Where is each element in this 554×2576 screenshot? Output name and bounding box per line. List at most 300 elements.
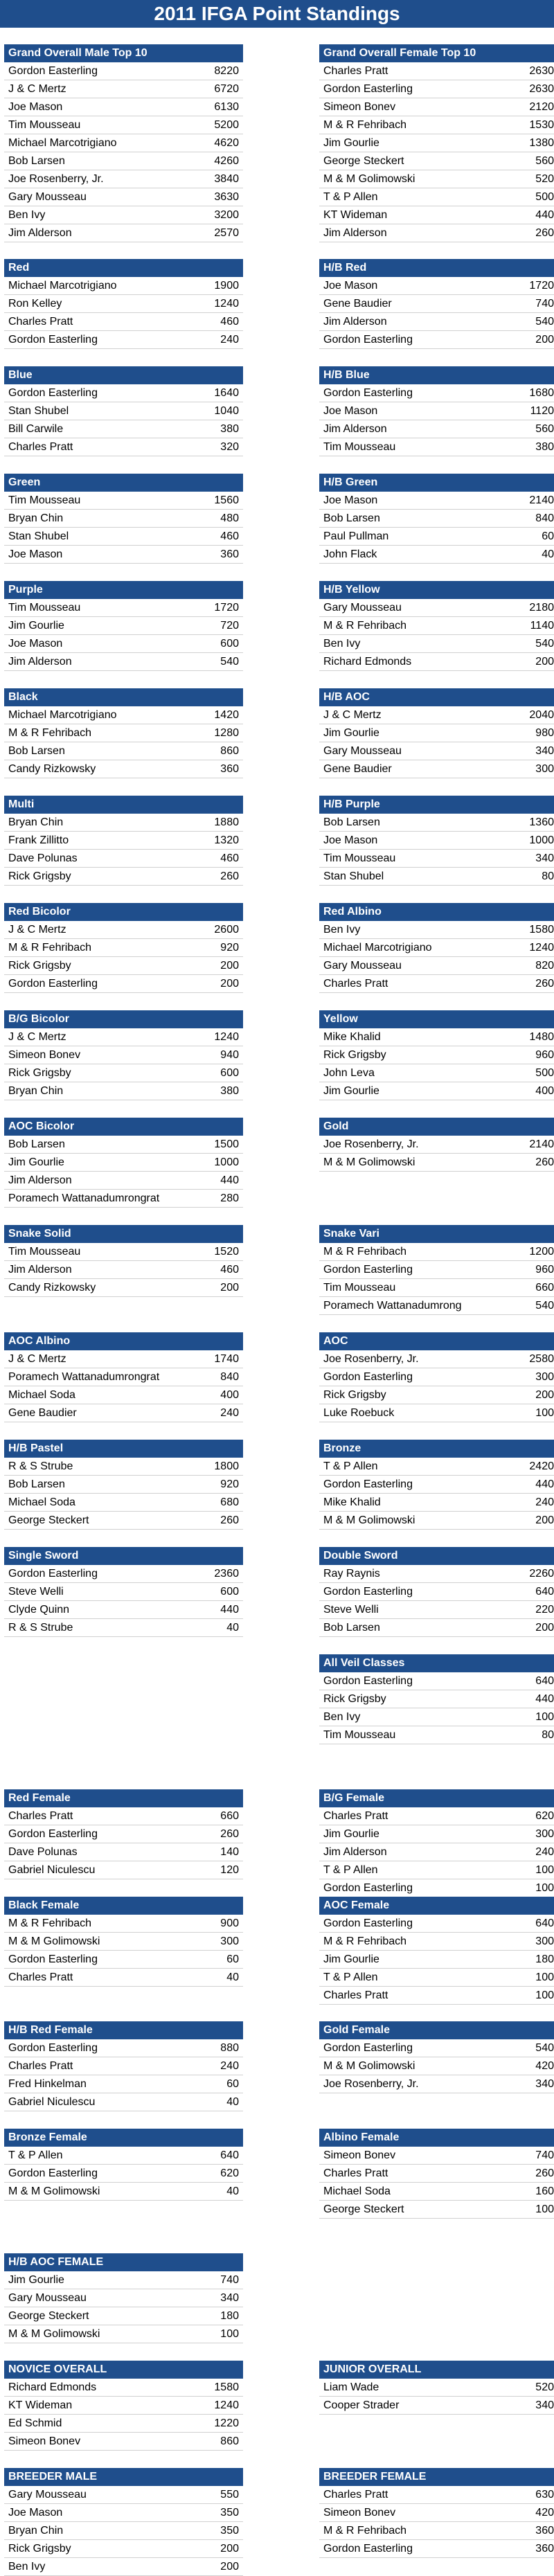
points-value: 200 bbox=[220, 978, 239, 990]
points-value: 200 bbox=[535, 1514, 554, 1526]
table-row bbox=[4, 2183, 243, 2201]
section-header: NOVICE OVERALL bbox=[4, 2361, 243, 2379]
table-row bbox=[319, 1565, 554, 1583]
entrant-name: Stan Shubel bbox=[323, 870, 384, 882]
section-red-bicolor bbox=[4, 903, 243, 993]
points-value: 1360 bbox=[529, 816, 554, 828]
points-value: 540 bbox=[535, 1300, 554, 1312]
points-value: 440 bbox=[535, 1478, 554, 1490]
entrant-name: Gordon Easterling bbox=[323, 2042, 413, 2054]
section-junior-overall bbox=[319, 2361, 554, 2415]
section-header: BREEDER MALE bbox=[4, 2468, 243, 2486]
section-header: Bronze Female bbox=[4, 2129, 243, 2147]
table-row bbox=[4, 1861, 243, 1879]
entrant-name: Rick Grigsby bbox=[8, 2543, 71, 2555]
entrant-name: Richard Edmonds bbox=[8, 2381, 97, 2393]
points-value: 360 bbox=[220, 763, 239, 775]
points-value: 220 bbox=[535, 1604, 554, 1616]
entrant-name: T & P Allen bbox=[323, 191, 378, 203]
points-value: 1500 bbox=[214, 1138, 239, 1150]
table-row bbox=[4, 1601, 243, 1619]
entrant-name: R & S Strube bbox=[8, 1460, 73, 1472]
section-black-female bbox=[4, 1897, 243, 1987]
table-row bbox=[4, 2325, 243, 2343]
points-value: 2360 bbox=[214, 1568, 239, 1580]
table-row bbox=[319, 134, 554, 152]
entrant-name: Joe Mason bbox=[323, 494, 378, 506]
entrant-name: Joe Mason bbox=[323, 834, 378, 846]
section-header: Double Sword bbox=[319, 1547, 554, 1565]
table-row bbox=[319, 617, 554, 635]
table-row bbox=[4, 152, 243, 170]
entrant-name: Stan Shubel bbox=[8, 405, 69, 417]
table-row bbox=[319, 957, 554, 975]
table-row bbox=[4, 1565, 243, 1583]
entrant-name: Gordon Easterling bbox=[323, 83, 413, 95]
entrant-name: M & M Golimowski bbox=[323, 1156, 416, 1168]
entrant-name: Gordon Easterling bbox=[323, 1917, 413, 1929]
points-value: 350 bbox=[220, 2507, 239, 2519]
entrant-name: Jim Gourlie bbox=[323, 1953, 379, 1965]
points-value: 200 bbox=[220, 2543, 239, 2555]
entrant-name: Rick Grigsby bbox=[8, 1067, 71, 1079]
table-row bbox=[319, 724, 554, 742]
entrant-name: T & P Allen bbox=[8, 2149, 63, 2161]
table-row bbox=[319, 510, 554, 528]
points-value: 680 bbox=[220, 1496, 239, 1508]
table-row bbox=[319, 1368, 554, 1386]
table-row bbox=[319, 1807, 554, 1825]
section-header: Blue bbox=[4, 366, 243, 384]
points-value: 400 bbox=[220, 1389, 239, 1401]
entrant-name: Simeon Bonev bbox=[323, 101, 396, 113]
table-row bbox=[319, 760, 554, 778]
entrant-name: Simeon Bonev bbox=[8, 2435, 81, 2447]
entrant-name: Bryan Chin bbox=[8, 1085, 64, 1097]
entrant-name: J & C Mertz bbox=[323, 709, 382, 721]
table-row bbox=[319, 1028, 554, 1046]
table-row bbox=[319, 295, 554, 313]
points-value: 1040 bbox=[214, 405, 239, 417]
points-value: 4620 bbox=[214, 137, 239, 149]
table-row bbox=[4, 1386, 243, 1404]
points-value: 460 bbox=[220, 530, 239, 542]
entrant-name: Michael Marcotrigiano bbox=[8, 709, 117, 721]
table-row bbox=[4, 1933, 243, 1951]
table-row bbox=[4, 528, 243, 546]
table-row bbox=[319, 1915, 554, 1933]
points-value: 640 bbox=[220, 2149, 239, 2161]
table-row bbox=[319, 492, 554, 510]
table-row bbox=[4, 62, 243, 80]
table-row bbox=[319, 1386, 554, 1404]
table-row bbox=[4, 134, 243, 152]
points-value: 360 bbox=[535, 2525, 554, 2537]
points-value: 5200 bbox=[214, 119, 239, 131]
entrant-name: M & R Fehribach bbox=[323, 1935, 407, 1947]
entrant-name: Joe Rosenberry, Jr. bbox=[8, 173, 104, 185]
table-row bbox=[319, 1583, 554, 1601]
points-value: 200 bbox=[220, 1282, 239, 1294]
table-row bbox=[319, 1726, 554, 1744]
section-double-sword bbox=[319, 1547, 554, 1637]
points-value: 660 bbox=[535, 1282, 554, 1294]
page-title: 2011 IFGA Point Standings bbox=[0, 0, 554, 28]
entrant-name: Ed Schmid bbox=[8, 2417, 62, 2429]
entrant-name: Gordon Easterling bbox=[8, 334, 98, 346]
points-value: 200 bbox=[535, 334, 554, 346]
table-row bbox=[319, 1154, 554, 1172]
section-bronze-female bbox=[4, 2129, 243, 2201]
points-value: 1240 bbox=[214, 2399, 239, 2411]
points-value: 320 bbox=[220, 441, 239, 453]
entrant-name: Joe Mason bbox=[8, 101, 63, 113]
section-header: H/B AOC bbox=[319, 688, 554, 706]
entrant-name: T & P Allen bbox=[323, 1971, 378, 1983]
points-value: 3200 bbox=[214, 209, 239, 221]
entrant-name: Jim Alderson bbox=[323, 1846, 387, 1858]
points-value: 620 bbox=[535, 1810, 554, 1822]
entrant-name: Jim Gourlie bbox=[8, 1156, 64, 1168]
entrant-name: Ben Ivy bbox=[323, 924, 361, 936]
table-row bbox=[319, 1933, 554, 1951]
table-row bbox=[4, 1172, 243, 1190]
table-row bbox=[319, 152, 554, 170]
points-value: 520 bbox=[535, 2381, 554, 2393]
entrant-name: Tim Mousseau bbox=[8, 602, 81, 614]
table-row bbox=[4, 1825, 243, 1843]
table-row bbox=[4, 420, 243, 438]
table-row bbox=[319, 2057, 554, 2075]
entrant-name: Gordon Easterling bbox=[8, 1568, 98, 1580]
entrant-name: Ron Kelley bbox=[8, 298, 62, 310]
entrant-name: Mike Khalid bbox=[323, 1031, 381, 1043]
entrant-name: Joe Rosenberry, Jr. bbox=[323, 1138, 419, 1150]
points-value: 2630 bbox=[529, 83, 554, 95]
points-value: 180 bbox=[220, 2310, 239, 2322]
section-header: H/B Red bbox=[319, 259, 554, 277]
points-value: 660 bbox=[220, 1810, 239, 1822]
entrant-name: Ben Ivy bbox=[8, 2561, 46, 2573]
entrant-name: Poramech Wattanadumrongrat bbox=[8, 1192, 160, 1204]
points-value: 260 bbox=[220, 1514, 239, 1526]
entrant-name: Gary Mousseau bbox=[8, 2489, 87, 2501]
entrant-name: Bob Larsen bbox=[8, 745, 65, 757]
table-row bbox=[319, 188, 554, 206]
entrant-name: Michael Soda bbox=[8, 1389, 75, 1401]
table-row bbox=[4, 2504, 243, 2522]
entrant-name: Jim Gourlie bbox=[323, 1828, 379, 1840]
points-value: 1000 bbox=[529, 834, 554, 846]
points-value: 630 bbox=[535, 2489, 554, 2501]
entrant-name: Joe Mason bbox=[323, 280, 378, 292]
section-grand-overall-female-top-10 bbox=[319, 44, 554, 242]
points-value: 160 bbox=[535, 2185, 554, 2197]
points-value: 2600 bbox=[214, 924, 239, 936]
table-row bbox=[319, 2183, 554, 2201]
points-value: 4260 bbox=[214, 155, 239, 167]
points-value: 2180 bbox=[529, 602, 554, 614]
points-value: 260 bbox=[220, 870, 239, 882]
table-row bbox=[319, 2075, 554, 2093]
points-value: 240 bbox=[535, 1846, 554, 1858]
points-value: 520 bbox=[535, 173, 554, 185]
section-header: AOC Female bbox=[319, 1897, 554, 1915]
points-value: 2260 bbox=[529, 1568, 554, 1580]
points-value: 550 bbox=[220, 2489, 239, 2501]
points-value: 120 bbox=[220, 1864, 239, 1876]
points-value: 100 bbox=[535, 1711, 554, 1723]
entrant-name: Tim Mousseau bbox=[323, 441, 396, 453]
points-value: 260 bbox=[220, 1828, 239, 1840]
entrant-name: Mike Khalid bbox=[323, 1496, 381, 1508]
table-row bbox=[4, 1583, 243, 1601]
points-value: 100 bbox=[535, 2203, 554, 2215]
section-h-b-red-female bbox=[4, 2021, 243, 2111]
points-value: 540 bbox=[535, 638, 554, 650]
section-header: Snake Solid bbox=[4, 1225, 243, 1243]
entrant-name: Charles Pratt bbox=[8, 1971, 73, 1983]
entrant-name: Michael Soda bbox=[323, 2185, 391, 2197]
points-value: 300 bbox=[220, 1935, 239, 1947]
entrant-name: Gary Mousseau bbox=[8, 2292, 87, 2304]
entrant-name: Bob Larsen bbox=[323, 1622, 380, 1634]
entrant-name: Gordon Easterling bbox=[8, 2042, 98, 2054]
entrant-name: M & M Golimowski bbox=[323, 2060, 416, 2072]
section-header: Red Female bbox=[4, 1789, 243, 1807]
points-value: 300 bbox=[535, 1828, 554, 1840]
points-value: 460 bbox=[220, 1264, 239, 1276]
points-value: 1240 bbox=[214, 298, 239, 310]
points-value: 1680 bbox=[529, 387, 554, 399]
table-row bbox=[319, 1243, 554, 1261]
points-value: 100 bbox=[535, 1989, 554, 2001]
points-value: 60 bbox=[542, 530, 554, 542]
entrant-name: M & M Golimowski bbox=[8, 2185, 100, 2197]
points-value: 260 bbox=[535, 227, 554, 239]
entrant-name: Michael Marcotrigiano bbox=[8, 280, 117, 292]
table-row bbox=[319, 80, 554, 98]
section-h-b-red bbox=[319, 259, 554, 349]
points-value: 440 bbox=[220, 1174, 239, 1186]
entrant-name: M & M Golimowski bbox=[8, 1935, 100, 1947]
table-row bbox=[319, 832, 554, 850]
entrant-name: Bob Larsen bbox=[8, 1138, 65, 1150]
entrant-name: Simeon Bonev bbox=[8, 1049, 81, 1061]
entrant-name: Charles Pratt bbox=[8, 316, 73, 328]
table-row bbox=[319, 116, 554, 134]
table-row bbox=[4, 1064, 243, 1082]
entrant-name: Rick Grigsby bbox=[323, 1389, 386, 1401]
entrant-name: Simeon Bonev bbox=[323, 2149, 396, 2161]
table-row bbox=[319, 546, 554, 564]
table-row bbox=[319, 331, 554, 349]
points-value: 920 bbox=[220, 1478, 239, 1490]
table-row bbox=[4, 1190, 243, 1208]
table-row bbox=[4, 1951, 243, 1969]
section-black bbox=[4, 688, 243, 778]
table-row bbox=[4, 2540, 243, 2558]
section-header: H/B Purple bbox=[319, 796, 554, 814]
table-row bbox=[4, 706, 243, 724]
table-row bbox=[319, 975, 554, 993]
table-row bbox=[319, 1969, 554, 1987]
points-value: 200 bbox=[535, 1622, 554, 1634]
table-row bbox=[4, 760, 243, 778]
table-row bbox=[4, 832, 243, 850]
entrant-name: Ray Raynis bbox=[323, 1568, 380, 1580]
entrant-name: Charles Pratt bbox=[323, 65, 388, 77]
table-row bbox=[4, 2307, 243, 2325]
points-value: 1640 bbox=[214, 387, 239, 399]
entrant-name: Gordon Easterling bbox=[323, 1478, 413, 1490]
points-value: 100 bbox=[535, 1864, 554, 1876]
points-value: 840 bbox=[535, 512, 554, 524]
entrant-name: Jim Gourlie bbox=[323, 727, 379, 739]
table-row bbox=[4, 2433, 243, 2451]
points-value: 60 bbox=[226, 1953, 239, 1965]
table-row bbox=[319, 384, 554, 402]
points-value: 280 bbox=[220, 1192, 239, 1204]
points-value: 40 bbox=[226, 2185, 239, 2197]
section-b-g-female bbox=[319, 1789, 554, 1897]
entrant-name: Joe Mason bbox=[323, 405, 378, 417]
table-row bbox=[319, 868, 554, 886]
table-row bbox=[319, 1046, 554, 1064]
points-value: 740 bbox=[220, 2274, 239, 2286]
table-row bbox=[4, 635, 243, 653]
table-row bbox=[319, 1601, 554, 1619]
table-row bbox=[4, 2057, 243, 2075]
points-value: 380 bbox=[535, 441, 554, 453]
points-value: 460 bbox=[220, 852, 239, 864]
entrant-name: John Flack bbox=[323, 548, 377, 560]
table-row bbox=[4, 1807, 243, 1825]
points-value: 860 bbox=[220, 2435, 239, 2447]
table-row bbox=[4, 1279, 243, 1297]
table-row bbox=[4, 80, 243, 98]
section-purple bbox=[4, 581, 243, 671]
entrant-name: Jim Gourlie bbox=[8, 620, 64, 632]
points-value: 400 bbox=[535, 1085, 554, 1097]
entrant-name: Bryan Chin bbox=[8, 2525, 64, 2537]
entrant-name: M & R Fehribach bbox=[8, 1917, 92, 1929]
table-row bbox=[4, 1458, 243, 1476]
table-row bbox=[4, 975, 243, 993]
section-header: H/B Pastel bbox=[4, 1440, 243, 1458]
points-value: 2040 bbox=[529, 709, 554, 721]
entrant-name: Gordon Easterling bbox=[323, 1882, 413, 1894]
entrant-name: Gene Baudier bbox=[323, 298, 392, 310]
entrant-name: Gabriel Niculescu bbox=[8, 1864, 96, 1876]
points-value: 100 bbox=[535, 1407, 554, 1419]
entrant-name: Bryan Chin bbox=[8, 816, 64, 828]
entrant-name: Gary Mousseau bbox=[323, 960, 402, 972]
section-header: All Veil Classes bbox=[319, 1654, 554, 1672]
table-row bbox=[319, 2379, 554, 2397]
points-value: 200 bbox=[220, 2561, 239, 2573]
entrant-name: Michael Marcotrigiano bbox=[323, 942, 432, 954]
entrant-name: Charles Pratt bbox=[8, 441, 73, 453]
section-header: Bronze bbox=[319, 1440, 554, 1458]
entrant-name: Dave Polunas bbox=[8, 852, 78, 864]
points-value: 420 bbox=[535, 2060, 554, 2072]
section-h-b-green bbox=[319, 474, 554, 564]
table-row bbox=[4, 1082, 243, 1100]
points-value: 500 bbox=[535, 191, 554, 203]
points-value: 440 bbox=[220, 1604, 239, 1616]
points-value: 1220 bbox=[214, 2417, 239, 2429]
points-value: 200 bbox=[220, 960, 239, 972]
points-value: 80 bbox=[542, 870, 554, 882]
section-gold-female bbox=[319, 2021, 554, 2093]
section-header: AOC Albino bbox=[4, 1332, 243, 1350]
table-row bbox=[319, 635, 554, 653]
points-value: 1320 bbox=[214, 834, 239, 846]
points-value: 380 bbox=[220, 423, 239, 435]
table-row bbox=[319, 742, 554, 760]
section-header: Gold Female bbox=[319, 2021, 554, 2039]
entrant-name: M & R Fehribach bbox=[323, 119, 407, 131]
points-value: 100 bbox=[220, 2328, 239, 2340]
table-row bbox=[4, 2522, 243, 2540]
entrant-name: Ben Ivy bbox=[8, 209, 46, 221]
entrant-name: J & C Mertz bbox=[8, 83, 66, 95]
points-value: 1240 bbox=[529, 942, 554, 954]
points-value: 460 bbox=[220, 316, 239, 328]
section-h-b-purple bbox=[319, 796, 554, 886]
points-value: 300 bbox=[535, 1935, 554, 1947]
points-value: 1240 bbox=[214, 1031, 239, 1043]
entrant-name: Jim Alderson bbox=[8, 656, 72, 668]
section-aoc-female bbox=[319, 1897, 554, 2005]
table-row bbox=[319, 277, 554, 295]
entrant-name: Ben Ivy bbox=[323, 638, 361, 650]
table-row bbox=[319, 170, 554, 188]
section-header: Gold bbox=[319, 1118, 554, 1136]
section-aoc-albino bbox=[4, 1332, 243, 1422]
table-row bbox=[4, 1915, 243, 1933]
section-header: H/B AOC FEMALE bbox=[4, 2253, 243, 2271]
table-row bbox=[319, 1458, 554, 1476]
entrant-name: John Leva bbox=[323, 1067, 375, 1079]
points-value: 1720 bbox=[529, 280, 554, 292]
entrant-name: Charles Pratt bbox=[323, 2489, 388, 2501]
table-row bbox=[319, 1843, 554, 1861]
points-value: 260 bbox=[535, 1156, 554, 1168]
section-h-b-aoc bbox=[319, 688, 554, 778]
points-value: 480 bbox=[220, 512, 239, 524]
table-row bbox=[319, 653, 554, 671]
entrant-name: Poramech Wattanadumrongrat bbox=[8, 1371, 160, 1383]
table-row bbox=[4, 921, 243, 939]
entrant-name: Joe Mason bbox=[8, 2507, 63, 2519]
section-gold bbox=[319, 1118, 554, 1172]
entrant-name: Rick Grigsby bbox=[8, 870, 71, 882]
points-value: 1740 bbox=[214, 1353, 239, 1365]
section-albino-female bbox=[319, 2129, 554, 2219]
points-value: 2120 bbox=[529, 101, 554, 113]
section-header: H/B Red Female bbox=[4, 2021, 243, 2039]
entrant-name: Charles Pratt bbox=[8, 1810, 73, 1822]
points-value: 1000 bbox=[214, 1156, 239, 1168]
points-value: 1200 bbox=[529, 1246, 554, 1258]
table-row bbox=[319, 814, 554, 832]
points-value: 40 bbox=[226, 1622, 239, 1634]
table-row bbox=[4, 546, 243, 564]
entrant-name: Luke Roebuck bbox=[323, 1407, 395, 1419]
entrant-name: Charles Pratt bbox=[323, 2167, 388, 2179]
